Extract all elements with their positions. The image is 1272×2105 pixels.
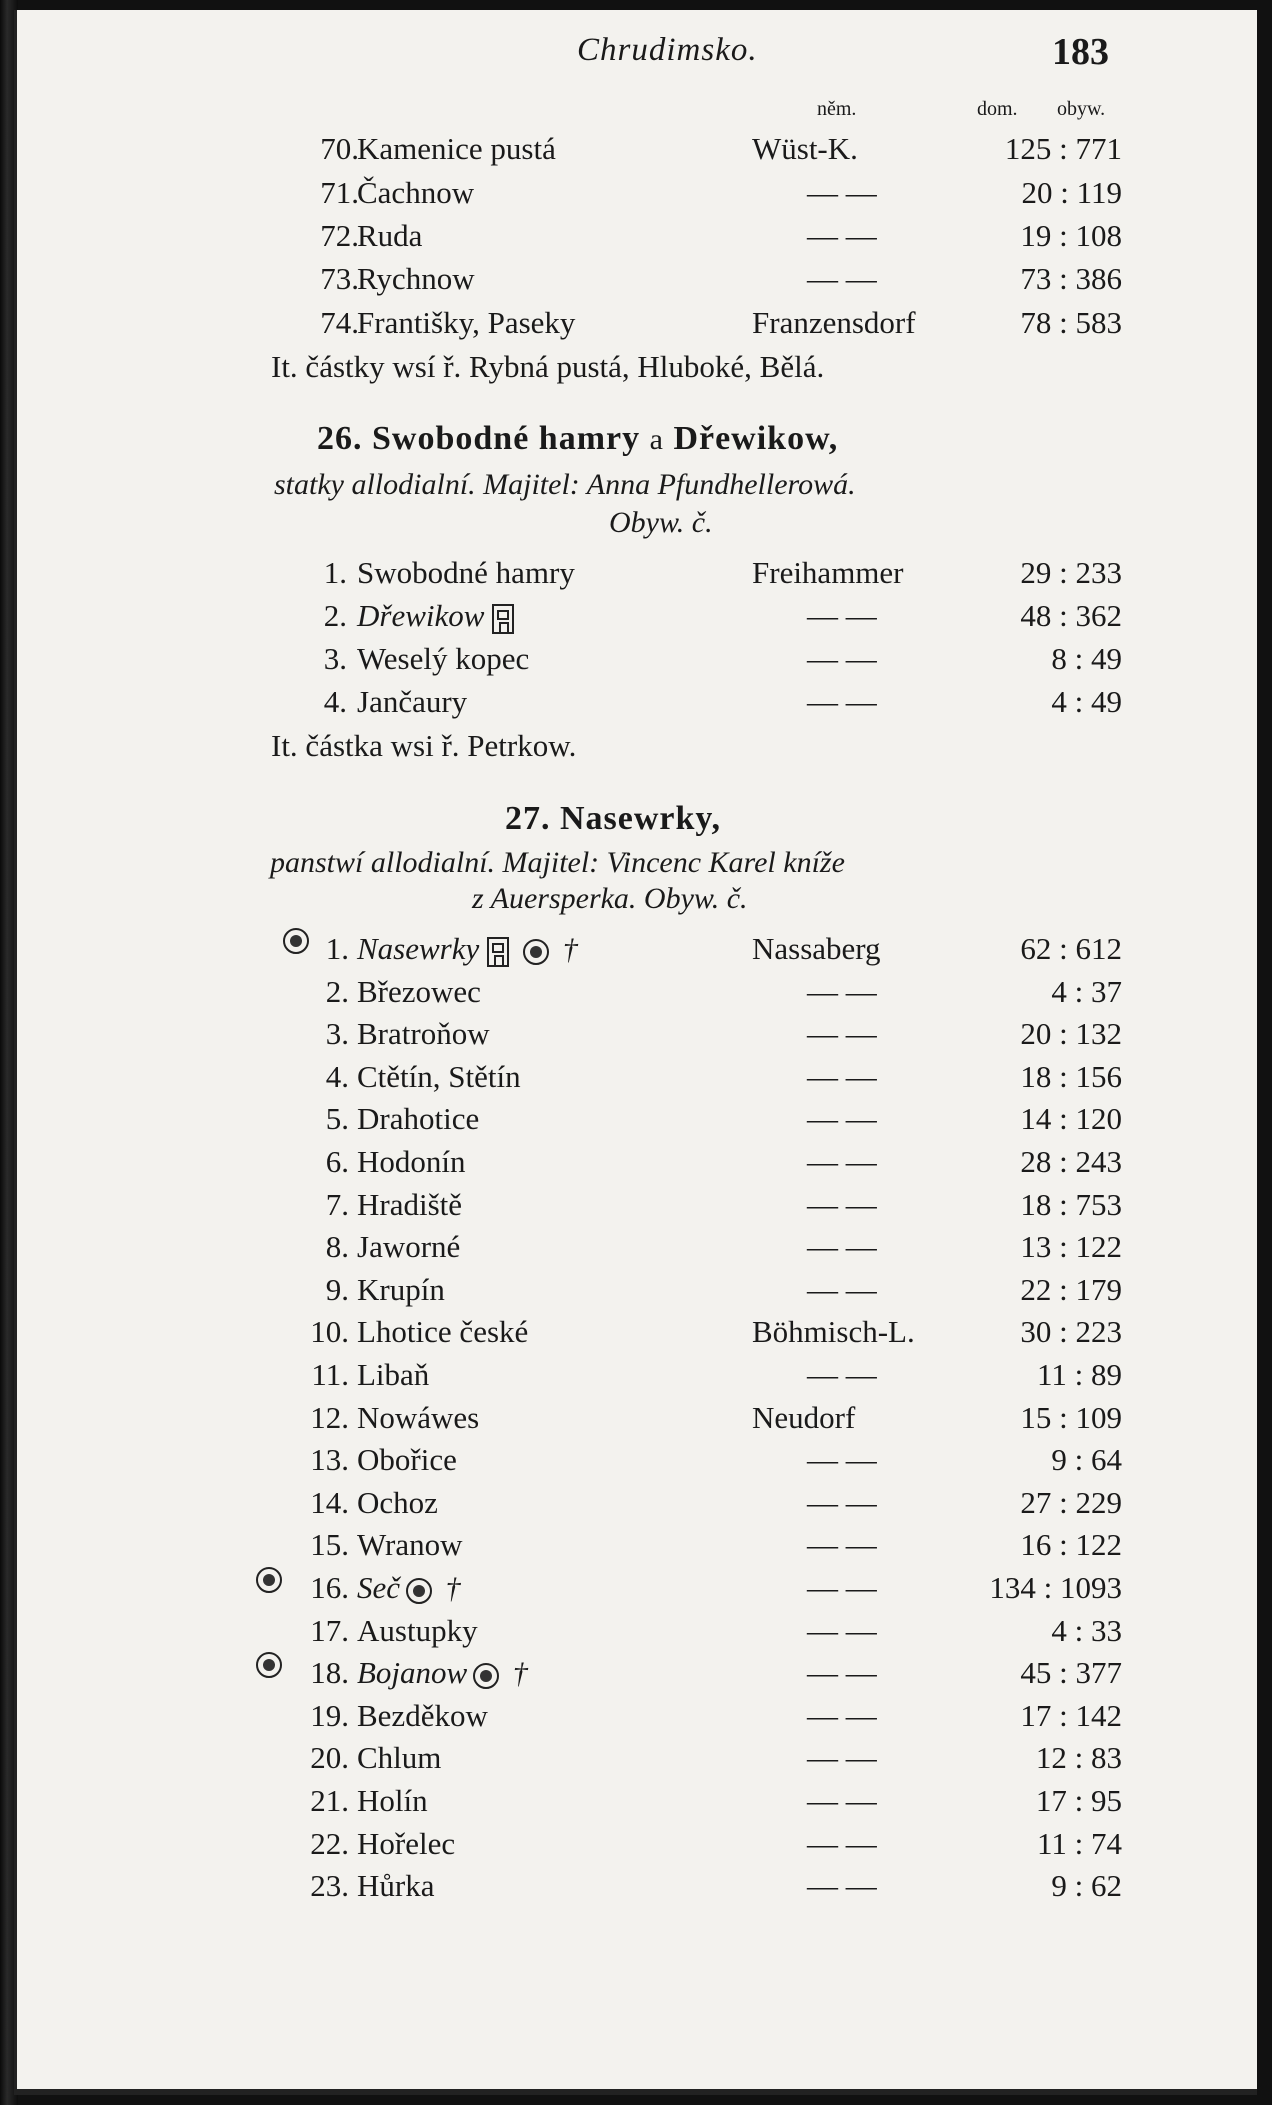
- table-row: [17, 1652, 1257, 1694]
- house-inhabitant-count: 73 : 386: [1020, 261, 1122, 296]
- german-name: — —: [807, 1186, 877, 1222]
- place-name-text: Hořelec: [357, 1825, 456, 1861]
- place-name: [357, 1439, 457, 1481]
- german-name: — —: [807, 1570, 877, 1605]
- row-number: 7.: [325, 1186, 349, 1222]
- house-inhabitant-count: 28 : 243: [1020, 1144, 1122, 1179]
- table-row: [17, 1141, 1257, 1183]
- place-name-text: Bratroňow: [357, 1016, 490, 1052]
- german-name: — —: [807, 973, 877, 1009]
- row-number: 13.: [310, 1442, 349, 1478]
- section-title-a: Swobodné hamry: [372, 420, 641, 457]
- german-name: — —: [807, 261, 877, 296]
- place-name: Čachnow: [357, 175, 475, 210]
- place-name: [357, 1397, 479, 1439]
- table-row: [17, 595, 1257, 637]
- page-number: 183: [1052, 31, 1109, 73]
- place-name-text: Drahotice: [357, 1101, 480, 1137]
- german-name: — —: [807, 1740, 877, 1776]
- place-name: [357, 1184, 462, 1226]
- house-inhabitant-count: 134 : 1093: [989, 1570, 1122, 1605]
- german-name: Böhmisch-L.: [752, 1314, 915, 1350]
- german-name: — —: [807, 1101, 877, 1137]
- house-inhabitant-count: 9 : 64: [1051, 1442, 1122, 1478]
- german-name: — —: [807, 218, 877, 253]
- german-name: — —: [807, 1697, 877, 1733]
- table-row: [17, 1865, 1257, 1907]
- table-row: [17, 1354, 1257, 1396]
- place-name-text: Nasewrky: [357, 931, 480, 966]
- row-number: 12.: [310, 1399, 349, 1435]
- place-name: [357, 1226, 460, 1268]
- german-name: — —: [807, 1229, 877, 1265]
- place-name-text: Hůrka: [357, 1868, 435, 1904]
- row-number: 9.: [325, 1271, 349, 1307]
- row-number: 18.: [310, 1655, 349, 1691]
- table-row: [17, 215, 1257, 257]
- place-name-text: Bezděkow: [357, 1697, 488, 1733]
- table-row: [17, 1737, 1257, 1779]
- house-inhabitant-count: 22 : 179: [1020, 1271, 1122, 1307]
- german-name: Wüst-K.: [752, 131, 858, 166]
- house-inhabitant-count: 9 : 62: [1051, 1868, 1122, 1904]
- church-cross-icon: †: [555, 933, 578, 966]
- section-heading: [505, 800, 721, 838]
- place-name-text: Hradiště: [357, 1186, 463, 1222]
- place-name-text: Březowec: [357, 973, 481, 1009]
- place-name-text: Hodonín: [357, 1144, 466, 1179]
- german-name: Franzensdorf: [752, 305, 916, 340]
- house-inhabitant-count: 20 : 132: [1020, 1016, 1122, 1052]
- table-row: [17, 638, 1257, 680]
- house-inhabitant-count: 45 : 377: [1020, 1655, 1122, 1691]
- section-subtitle-2: Obyw. č.: [609, 506, 713, 539]
- section-subtitle: panstwí allodialní. Majitel: Vincenc Karel kníže: [270, 846, 845, 879]
- place-name-text: Seč: [357, 1570, 401, 1605]
- table-row: [17, 1269, 1257, 1311]
- house-inhabitant-count: 4 : 33: [1051, 1612, 1122, 1648]
- table-row: [17, 971, 1257, 1013]
- table-row: [17, 1823, 1257, 1865]
- german-name: — —: [807, 1357, 877, 1392]
- table-row: [17, 681, 1257, 723]
- row-number: 6.: [325, 1144, 349, 1179]
- place-name: [357, 1567, 461, 1610]
- table-row: [17, 1695, 1257, 1737]
- german-name: — —: [807, 175, 877, 210]
- house-inhabitant-count: 11 : 74: [1037, 1825, 1122, 1861]
- place-name: Jančaury: [357, 684, 468, 719]
- place-name: [357, 1865, 434, 1907]
- castle-tower-icon: [492, 604, 514, 634]
- place-name: Swobodné hamry: [357, 555, 575, 590]
- house-inhabitant-count: 15 : 109: [1020, 1399, 1122, 1435]
- german-name: — —: [807, 1527, 877, 1563]
- house-inhabitant-count: 27 : 229: [1020, 1484, 1122, 1520]
- place-name: Kamenice pustá: [357, 131, 556, 166]
- book-page: [14, 10, 1257, 2095]
- section-subtitle: statky allodialní. Majitel: Anna Pfundhellerowá.: [274, 468, 856, 501]
- house-inhabitant-count: 12 : 83: [1035, 1740, 1122, 1776]
- place-name: [357, 1780, 428, 1822]
- table-row: [17, 1610, 1257, 1652]
- section-subtitle-2: z Auersperka. Obyw. č.: [472, 882, 748, 915]
- church-cross-icon: †: [438, 1572, 461, 1605]
- table-row: [17, 1439, 1257, 1481]
- table-row: [17, 1184, 1257, 1226]
- german-name: — —: [807, 1271, 877, 1307]
- place-name: [357, 1695, 488, 1737]
- table-row: [17, 1226, 1257, 1268]
- place-name: [357, 928, 578, 971]
- place-name-text: Dřewikow: [357, 598, 485, 633]
- german-name: — —: [807, 598, 877, 633]
- table-row: [17, 1567, 1257, 1609]
- german-name: — —: [807, 684, 877, 719]
- house-inhabitant-count: 78 : 583: [1020, 305, 1122, 340]
- row-number: 1.: [325, 931, 349, 966]
- row-number: 16.: [310, 1570, 349, 1605]
- german-name: — —: [807, 641, 877, 676]
- house-inhabitant-count: 19 : 108: [1020, 218, 1122, 253]
- table-row: [17, 172, 1257, 214]
- house-inhabitant-count: 4 : 49: [1051, 684, 1122, 719]
- row-number: 22.: [310, 1825, 349, 1861]
- place-name-text: Jaworné: [357, 1229, 461, 1265]
- place-name-text: Austupky: [357, 1612, 478, 1648]
- place-name-text: Ochoz: [357, 1484, 438, 1520]
- row-number: 2.: [323, 598, 347, 633]
- row-number: 73.: [320, 261, 359, 296]
- table-row: [17, 1482, 1257, 1524]
- parish-circle-icon: [406, 1578, 432, 1604]
- german-name: — —: [807, 1144, 877, 1179]
- place-name: [357, 971, 481, 1013]
- house-inhabitant-count: 18 : 753: [1020, 1186, 1122, 1222]
- row-number: 74.: [320, 305, 359, 340]
- german-name: Neudorf: [752, 1399, 856, 1435]
- column-header-inhabitants: obyw.: [1057, 98, 1106, 120]
- place-name: [357, 1311, 528, 1353]
- german-name: — —: [807, 1058, 877, 1094]
- row-number: 2.: [325, 973, 349, 1009]
- row-number: 23.: [310, 1868, 349, 1904]
- parish-circle-icon: [523, 939, 549, 965]
- table-row: [17, 1098, 1257, 1140]
- place-name: Rychnow: [357, 261, 475, 296]
- row-number: 19.: [310, 1697, 349, 1733]
- place-name: [357, 1524, 463, 1566]
- row-number: 71.: [320, 175, 359, 210]
- house-inhabitant-count: 18 : 156: [1020, 1058, 1122, 1094]
- house-inhabitant-count: 62 : 612: [1020, 931, 1122, 966]
- column-header-german: něm.: [817, 98, 857, 120]
- place-name-text: Wranow: [357, 1527, 463, 1563]
- place-name: [357, 1737, 441, 1779]
- row-number: 15.: [310, 1527, 349, 1563]
- house-inhabitant-count: 16 : 122: [1020, 1527, 1122, 1563]
- place-name: [357, 1269, 445, 1311]
- section-title-b: Dřewikow,: [673, 420, 839, 457]
- house-inhabitant-count: 8 : 49: [1051, 641, 1122, 676]
- house-inhabitant-count: 17 : 142: [1020, 1697, 1122, 1733]
- place-name: [357, 1013, 490, 1055]
- row-number: 3.: [323, 641, 347, 676]
- church-cross-icon: †: [505, 1657, 528, 1691]
- section-note: It. částky wsí ř. Rybná pustá, Hluboké, Bělá.: [271, 349, 825, 384]
- house-inhabitant-count: 29 : 233: [1020, 555, 1122, 590]
- page-bottom-rule: [17, 2089, 1257, 2095]
- table-row: [17, 302, 1257, 344]
- row-number: 14.: [310, 1484, 349, 1520]
- place-name: [357, 595, 522, 637]
- table-row: [17, 928, 1257, 970]
- house-inhabitant-count: 17 : 95: [1035, 1783, 1122, 1818]
- place-name: [357, 1354, 429, 1396]
- place-name-text: Libaň: [357, 1357, 430, 1392]
- row-number: 8.: [325, 1229, 349, 1265]
- castle-tower-icon: [487, 937, 509, 967]
- house-inhabitant-count: 13 : 122: [1020, 1229, 1122, 1265]
- row-number: 70.: [320, 131, 359, 166]
- german-name: — —: [807, 1655, 877, 1691]
- place-name: [357, 1823, 455, 1865]
- row-number: 11.: [311, 1357, 349, 1392]
- table-row: [17, 1013, 1257, 1055]
- row-number: 4.: [325, 1058, 349, 1094]
- table-row: [17, 258, 1257, 300]
- row-number: 4.: [323, 684, 347, 719]
- house-inhabitant-count: 20 : 119: [1021, 175, 1122, 210]
- place-name-text: Ctětín, Stětín: [357, 1058, 521, 1094]
- section-number: 27.: [505, 800, 551, 837]
- german-name: Nassaberg: [752, 931, 881, 966]
- place-name: [357, 1610, 478, 1652]
- house-inhabitant-count: 14 : 120: [1020, 1101, 1122, 1137]
- table-row: [17, 552, 1257, 594]
- place-name: [357, 1098, 479, 1140]
- house-inhabitant-count: 48 : 362: [1020, 598, 1122, 633]
- row-number: 3.: [325, 1016, 349, 1052]
- house-inhabitant-count: 30 : 223: [1020, 1314, 1122, 1350]
- parish-circle-icon: [473, 1663, 499, 1689]
- section-note: It. částka wsi ř. Petrkow.: [271, 728, 577, 763]
- row-number: 72.: [320, 218, 359, 253]
- german-name: — —: [807, 1825, 877, 1861]
- german-name: — —: [807, 1016, 877, 1052]
- row-number: 17.: [310, 1612, 349, 1648]
- place-name-text: Nowáwes: [357, 1399, 480, 1435]
- place-name-text: Obořice: [357, 1442, 457, 1478]
- place-name-text: Chlum: [357, 1740, 442, 1776]
- section-title-and: a: [649, 423, 664, 456]
- house-inhabitant-count: 11 : 89: [1037, 1357, 1122, 1392]
- place-name: Weselý kopec: [357, 641, 530, 676]
- section-number: 26.: [317, 420, 363, 457]
- row-number: 10.: [310, 1314, 349, 1350]
- place-name-text: Bojanow: [357, 1655, 468, 1691]
- table-row: [17, 1524, 1257, 1566]
- place-name-text: Holín: [357, 1783, 428, 1818]
- row-number: 20.: [310, 1740, 349, 1776]
- column-header-houses: dom.: [977, 98, 1018, 120]
- place-name-text: Lhotice české: [357, 1314, 529, 1350]
- section-heading: [317, 420, 838, 458]
- table-row: [17, 1311, 1257, 1353]
- german-name: Freihammer: [752, 555, 904, 590]
- table-row: [17, 128, 1257, 170]
- german-name: — —: [807, 1783, 877, 1818]
- place-name: [357, 1141, 466, 1183]
- table-row: [17, 1397, 1257, 1439]
- german-name: — —: [807, 1868, 877, 1904]
- house-inhabitant-count: 125 : 771: [1004, 131, 1122, 166]
- german-name: — —: [807, 1612, 877, 1648]
- place-name: [357, 1652, 528, 1695]
- section-title: Nasewrky,: [560, 800, 722, 837]
- german-name: — —: [807, 1484, 877, 1520]
- place-name-text: Krupín: [357, 1271, 445, 1307]
- german-name: — —: [807, 1442, 877, 1478]
- table-row: [17, 1780, 1257, 1822]
- place-name: [357, 1482, 438, 1524]
- row-number: 21.: [310, 1783, 349, 1818]
- table-row: [17, 1056, 1257, 1098]
- running-header: [17, 32, 1257, 76]
- place-name: Františky, Paseky: [357, 305, 576, 340]
- place-name: [357, 1056, 521, 1098]
- house-inhabitant-count: 4 : 37: [1051, 973, 1122, 1009]
- row-number: 5.: [325, 1101, 349, 1137]
- place-name: Ruda: [357, 218, 423, 253]
- page-title: Chrudimsko.: [577, 32, 758, 68]
- row-number: 1.: [323, 555, 347, 590]
